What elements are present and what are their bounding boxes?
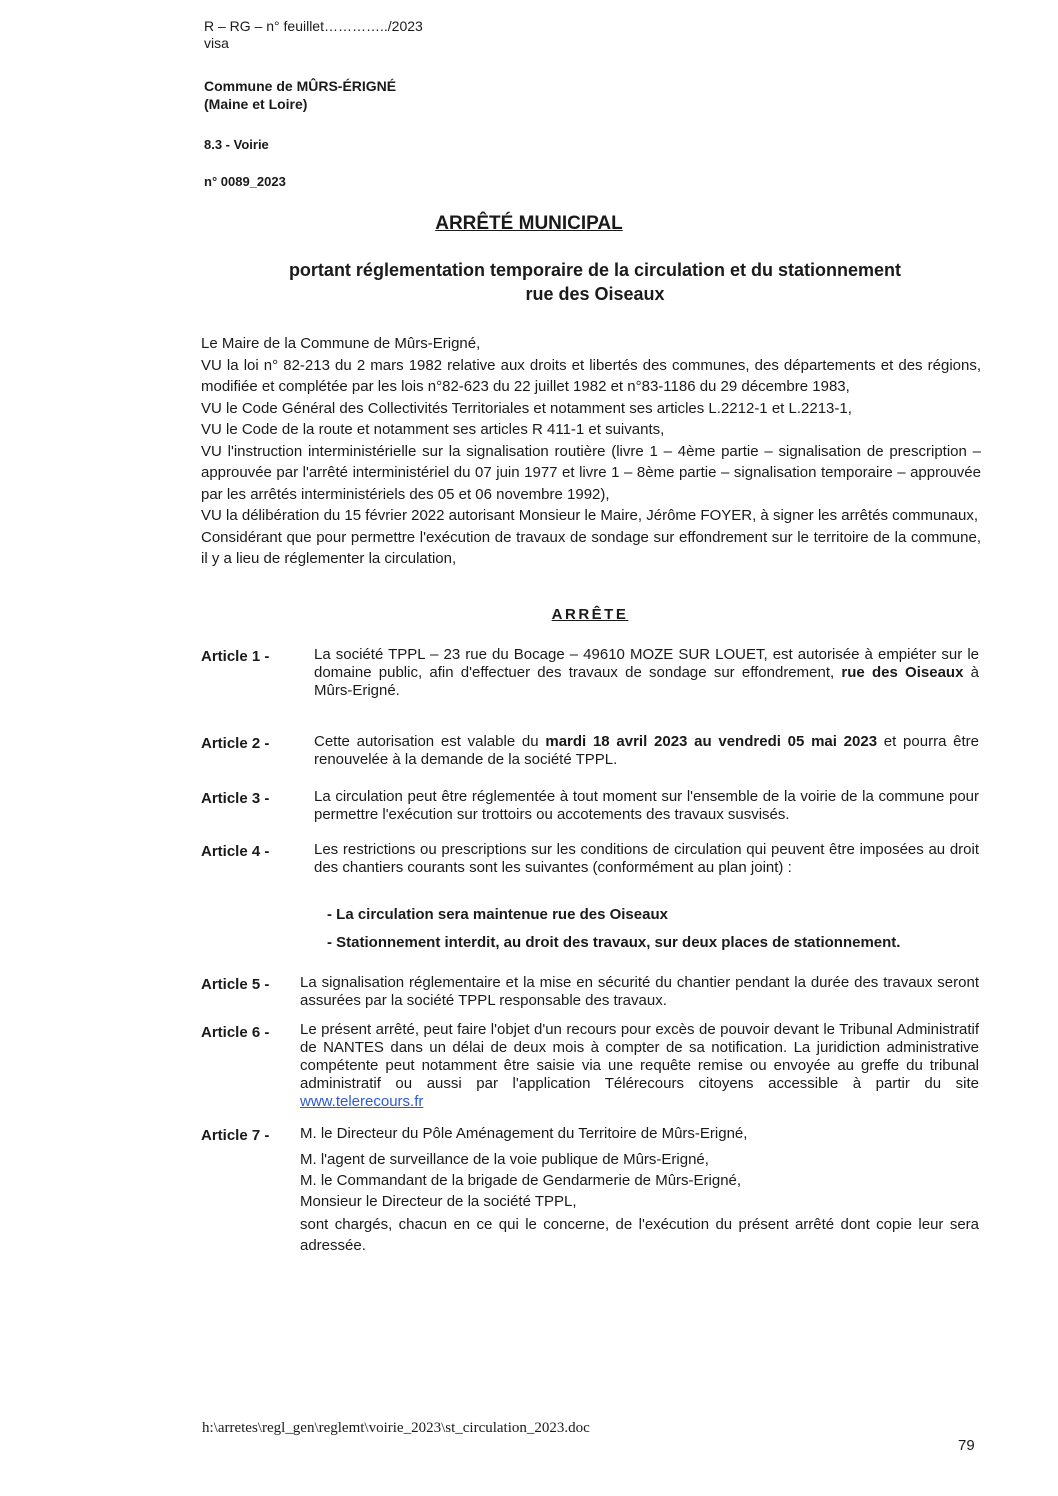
article-2-label: Article 2 - <box>201 735 270 752</box>
article-6-body <box>300 1021 979 1111</box>
article-6-label: Article 6 - <box>201 1024 270 1041</box>
file-path: h:\arretes\regl_gen\reglemt\voirie_2023\st_circulation_2023.doc <box>202 1420 590 1436</box>
article-4-bullet-parking: - Stationnement interdit, au droit des travaux, sur deux places de stationnement. <box>327 934 901 951</box>
article-3-body: La circulation peut être réglementée à tout moment sur l'ensemble de la voirie de la commune pour permettre l'exécution sur trottoirs ou accotements des travaux susvisés. <box>314 788 979 823</box>
article-5-label: Article 5 - <box>201 976 270 993</box>
article-4-body: Les restrictions ou prescriptions sur les conditions de circulation qui peuvent être imposées au droit des chantiers courants sont les suivantes (conformément au plan joint) : <box>314 841 979 876</box>
document-subtitle <box>150 258 1040 306</box>
article-7-recipient: M. l'agent de surveillance de la voie publique de Mûrs-Erigné, <box>300 1151 709 1168</box>
article-2-body <box>314 733 979 769</box>
preamble-line: Le Maire de la Commune de Mûrs-Erigné, <box>201 335 481 352</box>
reference-line: R – RG – n° feuillet…………../2023 <box>204 18 423 34</box>
article-7-label: Article 7 - <box>201 1127 270 1144</box>
preamble-line: VU l'instruction interministérielle sur la signalisation routière (livre 1 – 4ème partie – signalisation de prescription – approuvée par l'arrêté interministériel du 07 juin 1977 et livre 1 – 8ème partie – signalisation temporaire – approuvée par les arrêtés interministériels des 05 et 06 novembre 1992), <box>201 442 981 503</box>
article-1-street: rue des Oiseaux <box>841 664 964 681</box>
article-2-text: Cette autorisation est valable du <box>314 733 546 750</box>
article-2-text-end: et pourra être renouvelée à la demande de la société TPPL. <box>314 733 980 768</box>
article-2-dates: mardi 18 avril 2023 au vendredi 05 mai 2023 <box>545 733 878 750</box>
article-3-label: Article 3 - <box>201 790 270 807</box>
article-1-text-end: à Mûrs-Erigné. <box>314 664 979 699</box>
article-7-recipient: M. le Directeur du Pôle Aménagement du Territoire de Mûrs-Erigné, <box>300 1125 748 1142</box>
preamble-line: VU le Code de la route et notamment ses articles R 411-1 et suivants, <box>201 421 665 438</box>
article-5-body: La signalisation réglementaire et la mise en sécurité du chantier pendant la durée des travaux seront assurées par la société TPPL responsable des travaux. <box>300 974 979 1009</box>
article-4-bullet-traffic: - La circulation sera maintenue rue des Oiseaux <box>327 906 668 923</box>
category-label: 8.3 - Voirie <box>204 137 269 152</box>
article-7-body <box>300 1125 979 1256</box>
article-7-closing: sont chargés, chacun en ce qui le concerne, de l'exécution du présent arrêté dont copie leur sera adressée. <box>300 1216 979 1254</box>
article-1-body <box>314 646 979 700</box>
arrete-heading: ARRÊTE <box>551 606 629 623</box>
subtitle-line-2: rue des Oiseaux <box>525 284 665 304</box>
telerecours-link[interactable]: www.telerecours.fr <box>300 1093 424 1110</box>
article-7-recipient: M. le Commandant de la brigade de Gendarmerie de Mûrs-Erigné, <box>300 1172 742 1189</box>
article-7-recipient: Monsieur le Directeur de la société TPPL, <box>300 1193 577 1210</box>
preamble-line: VU la loi n° 82-213 du 2 mars 1982 relative aux droits et libertés des communes, des départements et des régions, modifiée et complétée par les lois n°82-623 du 22 juillet 1982 et n°83-1186 du 29 décembre 1983, <box>201 356 981 395</box>
department-name: (Maine et Loire) <box>204 96 308 112</box>
article-1-label: Article 1 - <box>201 648 270 665</box>
visa-label: visa <box>204 35 229 51</box>
article-1-text: La société TPPL – 23 rue du Bocage – 49610 MOZE SUR LOUET, est autorisée à empiéter sur le domaine public, afin d'effectuer des travaux de sondage sur effondrement, <box>314 646 979 681</box>
commune-name: Commune de MÛRS-ÉRIGNÉ <box>204 78 397 94</box>
page-number: 79 <box>958 1437 975 1454</box>
preamble-line: VU la délibération du 15 février 2022 autorisant Monsieur le Maire, Jérôme FOYER, à signer les arrêtés communaux, <box>201 507 979 524</box>
preamble <box>201 333 981 570</box>
subtitle-line-1: portant réglementation temporaire de la circulation et du stationnement <box>288 260 902 280</box>
article-4-label: Article 4 - <box>201 843 270 860</box>
document-title: ARRÊTÉ MUNICIPAL <box>435 213 623 234</box>
preamble-line: Considérant que pour permettre l'exécution de travaux de sondage sur effondrement sur le territoire de la commune, il y a lieu de réglementer la circulation, <box>201 528 981 567</box>
arrete-number: n° 0089_2023 <box>204 174 286 189</box>
preamble-line: VU le Code Général des Collectivités Territoriales et notamment ses articles L.2212-1 et L.2213-1, <box>201 399 852 417</box>
article-6-text: Le présent arrêté, peut faire l'objet d'un recours pour excès de pouvoir devant le Tribunal Administratif de NANTES dans un délai de deux mois à compter de sa notification. La juridiction administrative compétente peut notamment être saisie via une requête remise ou envoyée au greffe du tribunal administratif ou aussi par l'application Télérecours citoyens accessible à partir du site <box>300 1021 979 1092</box>
